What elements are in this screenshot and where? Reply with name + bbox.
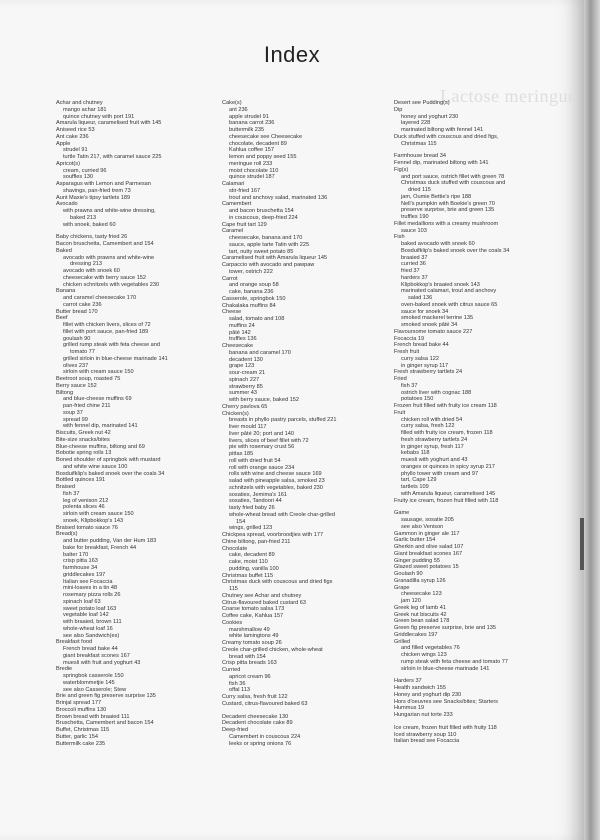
index-entry: Chickpea spread, voorbroodjies with 177 bbox=[222, 532, 324, 538]
index-subentry: in ginger syrup, fresh 117 bbox=[401, 443, 464, 450]
index-entry: Green fig preserve surprise, brie and 135 bbox=[394, 625, 496, 631]
index-subentry: see also Sandwich(es) bbox=[63, 632, 120, 639]
index-entry: Beef bbox=[56, 315, 68, 322]
index-subentry: baked avocado with snoek 60 bbox=[401, 241, 475, 247]
index-entry: Beetroot soup, roasted 75 bbox=[56, 376, 121, 382]
index-subentry: fish 37 bbox=[63, 490, 80, 497]
index-subentry: banana and caramel 170 bbox=[229, 349, 291, 356]
index-entry: Chocolate bbox=[222, 545, 248, 552]
index-subentry: and bacon bruschetta 154 bbox=[229, 208, 294, 214]
index-subentry: tart, Cape 129 bbox=[401, 477, 437, 484]
index-subentry: olives 237 bbox=[63, 362, 89, 369]
index-subentry: tart, nutty sweet potato 85 bbox=[229, 248, 294, 255]
index-subentry: turtle Tatin 217, with caramel sauce 225 bbox=[63, 154, 162, 160]
index-entry: Apple bbox=[56, 140, 71, 147]
index-subentry: banana carrot 236 bbox=[229, 120, 275, 127]
index-entry: Chicken(s) bbox=[222, 410, 249, 417]
index-subentry: 115 bbox=[229, 586, 238, 592]
index-subentry: and port sauce, ostrich fillet with green 78 bbox=[401, 173, 505, 180]
index-subentry: snoek, Klipbokkop's 143 bbox=[63, 517, 124, 524]
index-entry: Decadent cheesecake 130 bbox=[222, 713, 289, 720]
index-entry: Hungarian nut torte 233 bbox=[394, 712, 453, 718]
index-subentry: giant breakfast scones 167 bbox=[63, 652, 130, 659]
index-subentry: ostrich liver with cognac 188 bbox=[401, 389, 472, 396]
index-subentry: pâté 142 bbox=[229, 329, 251, 336]
index-subentry: grilled rump steak with feta cheese and bbox=[63, 342, 161, 349]
index-entry: Fillet medallions with a creamy mushroom bbox=[394, 220, 499, 227]
index-entry: Achar and chutney bbox=[56, 100, 103, 106]
index-subentry: and butter pudding, Van der Hum 183 bbox=[63, 538, 157, 544]
index-subentry: chicken schnitzels with vegetables 230 bbox=[63, 281, 160, 288]
index-subentry: grilled sirloin in blue-cheese marinade 141 bbox=[63, 355, 168, 362]
index-entry: Citrus-flavoured baked custard 63 bbox=[222, 599, 306, 606]
index-entry: Fruit bbox=[394, 409, 406, 416]
index-entry: Brinjal spread 177 bbox=[56, 700, 102, 706]
index-subentry: sirloin with cream sauce 150 bbox=[63, 369, 134, 376]
index-subentry: sosaties, Tandoori 44 bbox=[229, 498, 282, 505]
index-subentry: cake, moist 110 bbox=[229, 559, 268, 565]
index-entry: Bottled quinces 191 bbox=[56, 477, 106, 484]
index-subentry: fish 36 bbox=[229, 680, 246, 687]
index-entry: Ant cake 236 bbox=[56, 133, 89, 140]
index-subentry: with Amarula liqueur, caramelised 145 bbox=[401, 490, 496, 497]
index-entry: Brown bread with braaied 111 bbox=[56, 713, 130, 720]
index-subentry: leg of venison 212 bbox=[63, 497, 109, 504]
index-entry: Gherkin and olive salad 107 bbox=[394, 544, 464, 550]
index-subentry: ant 236 bbox=[229, 106, 248, 113]
index-subentry: muesli with fruit and yoghurt 43 bbox=[63, 659, 141, 666]
index-subentry: bake for breakfast, French 44 bbox=[63, 544, 137, 551]
index-entry: Baked bbox=[56, 247, 72, 254]
index-subentry: with snoek, baked 60 bbox=[63, 221, 116, 228]
index-subentry: pie with rosemary crust 56 bbox=[229, 444, 295, 451]
index-entry: Green bean salad 178 bbox=[394, 618, 450, 625]
index-entry: Cake(s) bbox=[222, 100, 242, 106]
index-subentry: fried 37 bbox=[401, 268, 420, 274]
index-entry: Bredie bbox=[56, 666, 73, 673]
index-subentry: filled with fruity ice cream, frozen 118 bbox=[401, 430, 493, 436]
index-subentry: pan-fried chine 211 bbox=[63, 403, 111, 409]
index-subentry: chicken wings 123 bbox=[401, 652, 447, 658]
index-subentry: marshmallow 49 bbox=[229, 626, 270, 633]
index-entry: Amarula liqueur, caramelised fruit with 145 bbox=[56, 120, 162, 127]
index-subentry: preserve surprise, brie and green 135 bbox=[401, 207, 495, 214]
index-entry: Duck stuffed with couscous and dried figs, bbox=[394, 133, 499, 140]
index-entry: Cape fruit tart 129 bbox=[222, 221, 267, 228]
index-entry: Creole char-grilled chicken, whole-wheat bbox=[222, 646, 323, 653]
index-subentry: cheesecake 123 bbox=[401, 591, 442, 598]
index-subentry: wings, grilled 123 bbox=[229, 525, 273, 532]
index-entry: Fennel dip, marinated biltong with 141 bbox=[394, 160, 489, 166]
index-subentry: farmhouse 34 bbox=[63, 565, 98, 571]
index-subentry: truffles 136 bbox=[229, 336, 257, 343]
index-subentry: oven-baked snoek with citrus sauce 65 bbox=[401, 301, 498, 308]
index-entry: Custard, citrus-flavoured baked 63 bbox=[222, 700, 308, 707]
index-subentry: and filled vegetables 76 bbox=[401, 645, 460, 652]
index-subentry: in ginger syrup 117 bbox=[401, 362, 449, 369]
index-entry: Italian bread see Focaccia bbox=[394, 738, 460, 745]
index-entry: Dip bbox=[394, 106, 403, 113]
index-subentry: Camembert in couscous 224 bbox=[229, 733, 301, 740]
index-entry: Aniseed rice 53 bbox=[56, 127, 95, 133]
index-entry: Coffee cake, Kahlua 157 bbox=[222, 613, 284, 619]
index-subentry: marinated biltong with fennel 141 bbox=[401, 127, 484, 133]
index-entry: Bosduifklip's baked snoek over the coals 34 bbox=[56, 470, 165, 477]
index-subentry: decadent 130 bbox=[229, 356, 263, 363]
index-entry: Bread(s) bbox=[56, 531, 78, 538]
index-subentry: sauce, apple tarte Tatin with 225 bbox=[229, 241, 310, 248]
index-entry: Hummus 19 bbox=[394, 705, 425, 712]
index-entry: Honey and yoghurt dip 230 bbox=[394, 691, 462, 698]
index-subentry: salad, tomato and 108 bbox=[229, 316, 285, 322]
index-subentry: souffles 130 bbox=[63, 174, 94, 181]
index-entry: Giant breakfast scones 167 bbox=[394, 550, 463, 557]
index-entry: Camembert bbox=[222, 201, 252, 208]
index-subentry: cake, decadent 89 bbox=[229, 552, 275, 559]
index-entry: Fruity ice cream, frozen fruit filled with 118 bbox=[394, 497, 499, 504]
index-subentry: goulash 90 bbox=[63, 335, 91, 342]
index-entry: Grilled bbox=[394, 638, 411, 645]
index-subentry: waterblommetjie 145 bbox=[63, 679, 115, 686]
index-subentry: meringue roll 233 bbox=[229, 160, 273, 167]
index-subentry: braaied 37 bbox=[401, 254, 428, 261]
index-entry: Biscuits, Greek nut 42 bbox=[56, 430, 111, 436]
index-subentry: muesli with yoghurt and 43 bbox=[401, 457, 468, 463]
index-subentry: cheesecake, banana and 170 bbox=[229, 235, 303, 241]
index-subentry: tartlets 109 bbox=[401, 484, 429, 490]
index-subentry: potatoes 150 bbox=[401, 396, 434, 403]
index-entry: Frozen fruit filled with fruity ice cream 118 bbox=[394, 403, 497, 409]
index-subentry: Italian see Focaccia bbox=[63, 578, 113, 585]
index-subentry: Klipbokkop's braaied snoek 143 bbox=[401, 281, 480, 288]
index-subentry: quince chutney with port 191 bbox=[63, 113, 135, 120]
index-subentry: see also Venison bbox=[401, 523, 444, 530]
index-entry: Granadilla syrup 126 bbox=[394, 577, 446, 584]
index-subentry: whole-wheat bread with Creole char-grilled bbox=[229, 511, 336, 518]
index-subentry: Bosduifklip's baked snoek over the coals 34 bbox=[401, 247, 510, 254]
index-subentry: and blue-cheese muffins 69 bbox=[63, 396, 132, 403]
index-entry: Iced strawberry soup 110 bbox=[394, 731, 457, 738]
index-entry: Fresh strawberry tartlets 24 bbox=[394, 369, 463, 376]
index-entry: Griddlecakes 197 bbox=[394, 631, 438, 638]
index-entry: Desert see Pudding(s) bbox=[394, 100, 450, 106]
bleed-through-text: Lactose meringue bbox=[440, 86, 577, 106]
page-title: Index bbox=[263, 42, 321, 67]
index-entry: Deep-fried bbox=[222, 727, 249, 733]
index-entry: Baby chickens, tasty fried 26 bbox=[56, 234, 128, 241]
index-entry: Hors d'oeuvres see Snacks/bites; Starters bbox=[394, 698, 498, 705]
index-subentry: in couscous, deep-fried 224 bbox=[229, 214, 298, 221]
index-entry: Caramel bbox=[222, 228, 244, 235]
index-entry: Crisp pitta breads 163 bbox=[222, 660, 277, 667]
index-subentry: breasts in phyllo pastry parcels, stuffed 221 bbox=[229, 417, 337, 424]
index-entry: Bruschetta, Camembert and bacon 154 bbox=[56, 720, 154, 727]
index-subentry: leeks or spring onions 76 bbox=[229, 740, 292, 747]
index-subentry: Christmas 115 bbox=[401, 140, 437, 147]
index-entry: Curry salsa, fresh fruit 122 bbox=[222, 694, 288, 700]
index-subentry: truffles 190 bbox=[401, 214, 429, 220]
index-entry: Focaccia 19 bbox=[394, 335, 425, 342]
index-entry: Ginger pudding 55 bbox=[394, 557, 441, 564]
index-entry: Greek leg of lamb 41 bbox=[394, 604, 446, 611]
index-entry: Creamy tomato soup 26 bbox=[222, 640, 282, 646]
index-subentry: sauce for snoek 34 bbox=[401, 308, 449, 315]
index-subentry: curried 36 bbox=[401, 261, 426, 268]
index-entry: Grape bbox=[394, 584, 410, 591]
index-subentry: schnitzels with vegetables, baked 230 bbox=[229, 484, 323, 491]
index-entry: Buttermilk cake 235 bbox=[56, 740, 106, 747]
index-subentry: jam 120 bbox=[401, 598, 421, 604]
index-subentry: trout and anchovy salad, marinated 136 bbox=[229, 194, 328, 201]
index-entry: Health sandwich 155 bbox=[394, 685, 446, 691]
index-subentry: salad with pineapple salsa, smoked 23 bbox=[229, 478, 325, 484]
index-subentry: layered 228 bbox=[401, 120, 431, 127]
book-spine bbox=[584, 0, 600, 840]
index-entry: Caramelised fruit with Amarula liqueur 145 bbox=[222, 255, 328, 262]
index-entry: Carrot bbox=[222, 275, 238, 282]
index-entry: Aunt Maxie's tipsy tartlets 189 bbox=[56, 194, 131, 201]
index-entry: Casserole, springbok 150 bbox=[222, 295, 286, 302]
index-subentry: buttermilk 235 bbox=[229, 127, 265, 133]
index-entry: Avocado bbox=[56, 201, 78, 208]
index-subentry: apple strudel 91 bbox=[229, 113, 269, 120]
index-entry: Coarse tomato salsa 173 bbox=[222, 606, 285, 613]
index-subentry: with braaied, brown 111 bbox=[63, 619, 122, 625]
index-subentry: livers, slices of beef fillet with 72 bbox=[229, 437, 309, 444]
index-subentry: spinach 227 bbox=[229, 376, 260, 383]
index-subentry: sosaties, Jemima's 161 bbox=[229, 491, 287, 498]
index-entry: Braised bbox=[56, 484, 75, 490]
index-subentry: fillet with chicken livers, slices of 72 bbox=[63, 322, 151, 328]
index-subentry: polenta slices 46 bbox=[63, 504, 105, 511]
index-entry: Flavoursome tomato sauce 227 bbox=[394, 328, 473, 335]
index-entry: Fried bbox=[394, 376, 407, 382]
index-subentry: dried 115 bbox=[408, 187, 431, 193]
index-subentry: liver pâté 20; port and 140 bbox=[229, 430, 294, 437]
index-entry: Butter, garlic 154 bbox=[56, 733, 98, 740]
index-entry: Fish bbox=[394, 234, 405, 241]
index-subentry: cream, curried 96 bbox=[63, 167, 107, 174]
index-entry: Glazed sweet potatoes 15 bbox=[394, 564, 459, 571]
index-subentry: vegetable loaf 142 bbox=[63, 612, 109, 619]
index-subentry: griddlecakes 197 bbox=[63, 571, 106, 578]
index-entry: Farmhouse bread 34 bbox=[394, 153, 446, 160]
index-entry: Fresh fruit bbox=[394, 349, 420, 355]
index-subentry: lemon and poppy seed 155 bbox=[229, 154, 297, 160]
index-subentry: Nell's pumpkin with Boekie's green 70 bbox=[401, 200, 495, 207]
index-entry: Gammon in ginger ale 117 bbox=[394, 530, 460, 537]
index-subentry: marinated calamari, trout and anchovy bbox=[401, 288, 497, 295]
index-subentry: springbok casserole 150 bbox=[63, 673, 124, 679]
index-entry: Bite-size snacks/bites bbox=[56, 436, 110, 443]
index-entry: Banana bbox=[56, 288, 76, 295]
index-subentry: and orange soup 58 bbox=[229, 282, 279, 289]
index-subentry: batter 170 bbox=[63, 551, 89, 558]
index-entry: Brie and green fig preserve surprise 135 bbox=[56, 693, 156, 700]
index-subentry: liver mould 117 bbox=[229, 424, 267, 430]
index-subentry: spread 99 bbox=[63, 416, 88, 423]
index-subentry: crisp pitta 163 bbox=[63, 558, 98, 565]
index-subentry: smoked snoek pâté 34 bbox=[401, 322, 458, 328]
index-subentry: cake, banana 236 bbox=[229, 289, 274, 295]
index-subentry: avocado with snoek 60 bbox=[63, 268, 120, 274]
index-subentry: fillet with port sauce, pan-fried 189 bbox=[63, 328, 149, 335]
index-subentry: sausage, sosatie 205 bbox=[401, 517, 454, 523]
index-subentry: with fennel dip, marinated 141 bbox=[63, 423, 138, 430]
index-subentry: roll with dried fruit 54 bbox=[229, 457, 281, 464]
index-entry: Garlic butter 154 bbox=[394, 537, 436, 544]
index-subentry: curry salsa, fresh 122 bbox=[401, 423, 455, 430]
index-entry: Goulash 90 bbox=[394, 571, 423, 577]
index-subentry: strudel 91 bbox=[63, 147, 88, 154]
index-subentry: chocolate, decadent 89 bbox=[229, 140, 287, 147]
index-entry: Bobotie spring rolls 13 bbox=[56, 450, 112, 457]
index-subentry: rump steak with feta cheese and tomato 77 bbox=[401, 658, 508, 665]
index-entry: Christmas buffet 115 bbox=[222, 572, 274, 579]
index-entry: Buffet, Christmas 115 bbox=[56, 727, 110, 733]
index-subentry: cheesecake with berry sauce 152 bbox=[63, 274, 147, 281]
index-entry: Cheese bbox=[222, 309, 242, 316]
index-subentry: roll with orange sauce 234 bbox=[229, 464, 295, 471]
index-entry: Boned shoulder of springbok with mustard bbox=[56, 457, 161, 463]
index-subentry: and caramel cheesecake 170 bbox=[63, 295, 137, 301]
index-subentry: apricot cream 96 bbox=[229, 673, 271, 680]
index-subentry: jam, Oumie Bettie's ripe 188 bbox=[401, 193, 472, 200]
index-subentry: sirloin in blue-cheese marinade 141 bbox=[401, 665, 490, 672]
index-subentry: sour-cream 21 bbox=[229, 370, 266, 376]
index-subentry: fish 37 bbox=[401, 382, 418, 389]
index-entry: Bacon bruschetta, Camembert and 154 bbox=[56, 241, 154, 247]
index-entry: Braised tomato sauce 76 bbox=[56, 524, 118, 531]
index-entry: Chine biltong, pan-fried 211 bbox=[222, 538, 291, 545]
index-subentry: French bread bake 44 bbox=[63, 646, 118, 652]
index-subentry: chicken roll with dried 54 bbox=[401, 416, 463, 423]
index-subentry: cheesecake see Cheesecake bbox=[229, 133, 303, 140]
index-subentry: whole-wheat loaf 16 bbox=[63, 625, 113, 632]
index-subentry: spinach loaf 63 bbox=[63, 598, 101, 605]
index-entry: Decadent chocolate cake 89 bbox=[222, 720, 293, 727]
index-subentry: tomato 77 bbox=[70, 349, 95, 355]
index-subentry: salad 136 bbox=[408, 295, 433, 301]
index-column-1 bbox=[56, 100, 198, 747]
index-subentry: kebabs 118 bbox=[401, 450, 430, 457]
index-subentry: shavings, pan-fried trem 73 bbox=[63, 187, 131, 194]
index-subentry: tasty fried baby 26 bbox=[229, 505, 275, 511]
index-entry: Fig(s) bbox=[394, 166, 409, 173]
index-entry: Greek nut biscuits 42 bbox=[394, 611, 447, 618]
index-subentry: white lamingtons 49 bbox=[229, 633, 279, 640]
index-entry: Cherry pavlova 65 bbox=[222, 403, 268, 410]
index-entry: Curried bbox=[222, 667, 241, 673]
index-subentry: muffins 24 bbox=[229, 322, 255, 329]
index-subentry: Christmas duck stuffed with couscous and bbox=[401, 180, 506, 187]
index-subentry: honey and yoghurt 230 bbox=[401, 113, 459, 120]
index-subentry: sweet potato loaf 163 bbox=[63, 605, 117, 612]
index-entry: Broccoli muffins 130 bbox=[56, 706, 107, 713]
index-subentry: with prawns and white-wine dressing, bbox=[63, 208, 156, 214]
index-subentry: and white wine sauce 100 bbox=[63, 463, 128, 470]
index-subentry: with berry sauce, baked 152 bbox=[229, 397, 299, 403]
index-entry: Ice cream, frozen fruit filled with fruity 118 bbox=[394, 724, 497, 731]
index-subentry: 154 bbox=[236, 518, 246, 525]
index-subentry: mango achar 181 bbox=[63, 106, 107, 113]
index-entry: Biltong bbox=[56, 389, 74, 396]
index-entry: Calamari bbox=[222, 181, 245, 187]
index-subentry: dressing 213 bbox=[70, 261, 103, 268]
index-subentry: quince strudel 187 bbox=[229, 174, 275, 181]
index-subentry: smoked mackerel terrine 135 bbox=[401, 315, 474, 322]
index-subentry: sauce 103 bbox=[401, 227, 427, 234]
index-entry: Butter bread 170 bbox=[56, 308, 98, 315]
index-subentry: strawberry 85 bbox=[229, 383, 263, 390]
index-entry: Asparagus with Lemon and Parmesan bbox=[56, 181, 151, 187]
index-subentry: rosemary pizza rolls 26 bbox=[63, 592, 121, 598]
index-entry: Harders 37 bbox=[394, 678, 422, 685]
index-subentry: curry salsa 122 bbox=[401, 355, 439, 362]
index-subentry: bread with 154 bbox=[229, 653, 266, 660]
index-subentry: stir-fried 167 bbox=[229, 187, 261, 194]
index-entry: Blue-cheese muffins, biltong and 69 bbox=[56, 443, 145, 450]
index-entry: Christmas duck with couscous and dried figs bbox=[222, 579, 333, 586]
index-entry: Apricot(s) bbox=[56, 160, 80, 167]
index-subentry: rolls with wine and cheese sauce 169 bbox=[229, 471, 322, 478]
index-subentry: pudding, vanilla 100 bbox=[229, 565, 279, 572]
index-subentry: grape 123 bbox=[229, 363, 255, 370]
index-entry: Berry sauce 152 bbox=[56, 382, 97, 389]
index-subentry: oranges or quinces in spicy syrup 217 bbox=[401, 463, 495, 470]
index-entry: Chakalaka muffins 84 bbox=[222, 302, 276, 309]
index-subentry: see also Casserole; Stew bbox=[63, 686, 127, 693]
index-column-3 bbox=[394, 100, 554, 745]
index-subentry: offal 113 bbox=[229, 687, 250, 694]
index-subentry: tower, ostrich 222 bbox=[229, 268, 273, 275]
index-subentry: carrot cake 236 bbox=[63, 301, 102, 308]
index-entry: Cheesecake bbox=[222, 343, 254, 349]
index-entry: Chutney see Achar and chutney bbox=[222, 592, 302, 599]
index-entry: Game bbox=[394, 510, 410, 517]
index-subentry: pittas 185 bbox=[229, 451, 254, 457]
index-subentry: sirloin with cream sauce 150 bbox=[63, 511, 134, 517]
index-subentry: fresh strawberry tartlets 24 bbox=[401, 436, 468, 443]
index-subentry: summer 43 bbox=[229, 390, 257, 397]
index-subentry: moist chocolate 110 bbox=[229, 167, 279, 174]
index-subentry: phyllo tower with cream and 97 bbox=[401, 470, 479, 477]
index-subentry: harders 37 bbox=[401, 274, 428, 281]
index-subentry: soup 37 bbox=[63, 409, 83, 416]
index-column-2 bbox=[222, 100, 364, 747]
index-subentry: Kahlua coffee 157 bbox=[229, 147, 274, 154]
index-subentry: avocado with prawns and white-wine bbox=[63, 254, 155, 261]
index-entry: Carpaccio with avocado and pawpaw bbox=[222, 262, 315, 268]
index-entry: Breakfast food bbox=[56, 639, 93, 646]
index-subentry: mini-loaves in a tin 48 bbox=[63, 585, 118, 592]
index-entry: Cookies bbox=[222, 619, 243, 626]
index-entry: French bread bake 44 bbox=[394, 342, 449, 349]
index-subentry: baked 213 bbox=[70, 214, 97, 221]
